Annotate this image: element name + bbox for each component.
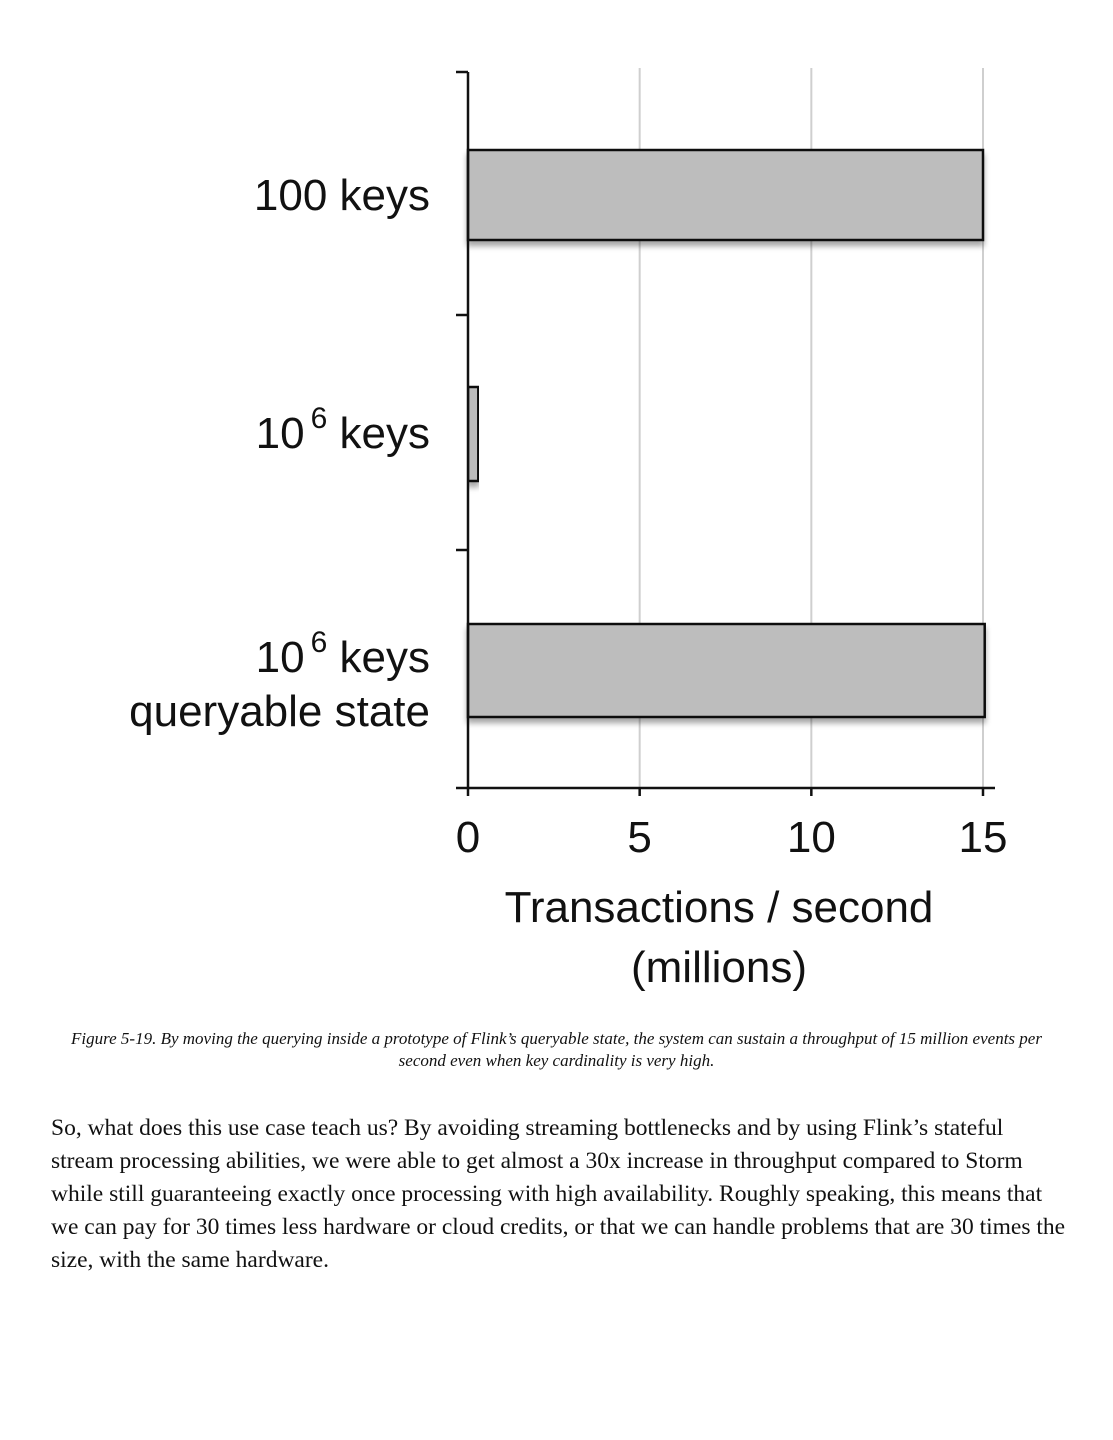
category-label-3-line-2: queryable state [129, 687, 430, 736]
x-axis-label-line1: Transactions / second [504, 883, 934, 932]
x-tick-labels [456, 813, 1008, 862]
bar-1 [468, 150, 983, 240]
x-tick-label-5: 5 [627, 813, 652, 862]
bars [468, 150, 985, 717]
category-label-3-line-1: 10 $^6$ keys [255, 626, 430, 682]
x-tick-label-0: 0 [455, 813, 481, 862]
body-paragraph: So, what does this use case teach us? By avoiding streaming bottlenecks and by using Flink’s stateful stream processing abilities, we were able to get almost a 30x increase in throughput compared to Storm while still guaranteeing exactly once processing with high availability. Roughly speaking, this means that we can pay for 30 times less hardware or cloud credits, or that we can handle problems that are 30 times the size, with the same hardware. [51, 1115, 1066, 1273]
category-label-2-line-1: 10 $^6$ keys [255, 402, 430, 458]
x-axis-label-line2: (millions) [631, 943, 807, 992]
x-tick-label-15: 15 [958, 813, 1008, 862]
x-tick-label-10: 10 [786, 813, 836, 862]
category-label-1-line-1: 100 keys [253, 171, 430, 220]
bar-2 [468, 387, 478, 481]
bar-3 [468, 624, 985, 717]
figure-caption: Figure 5-19. By moving the querying inside a prototype of Flink’s queryable state, the system can sustain a throughput of 15 million events per second even when key cardinality is very high. [71, 1029, 1042, 1070]
category-labels [129, 171, 430, 736]
